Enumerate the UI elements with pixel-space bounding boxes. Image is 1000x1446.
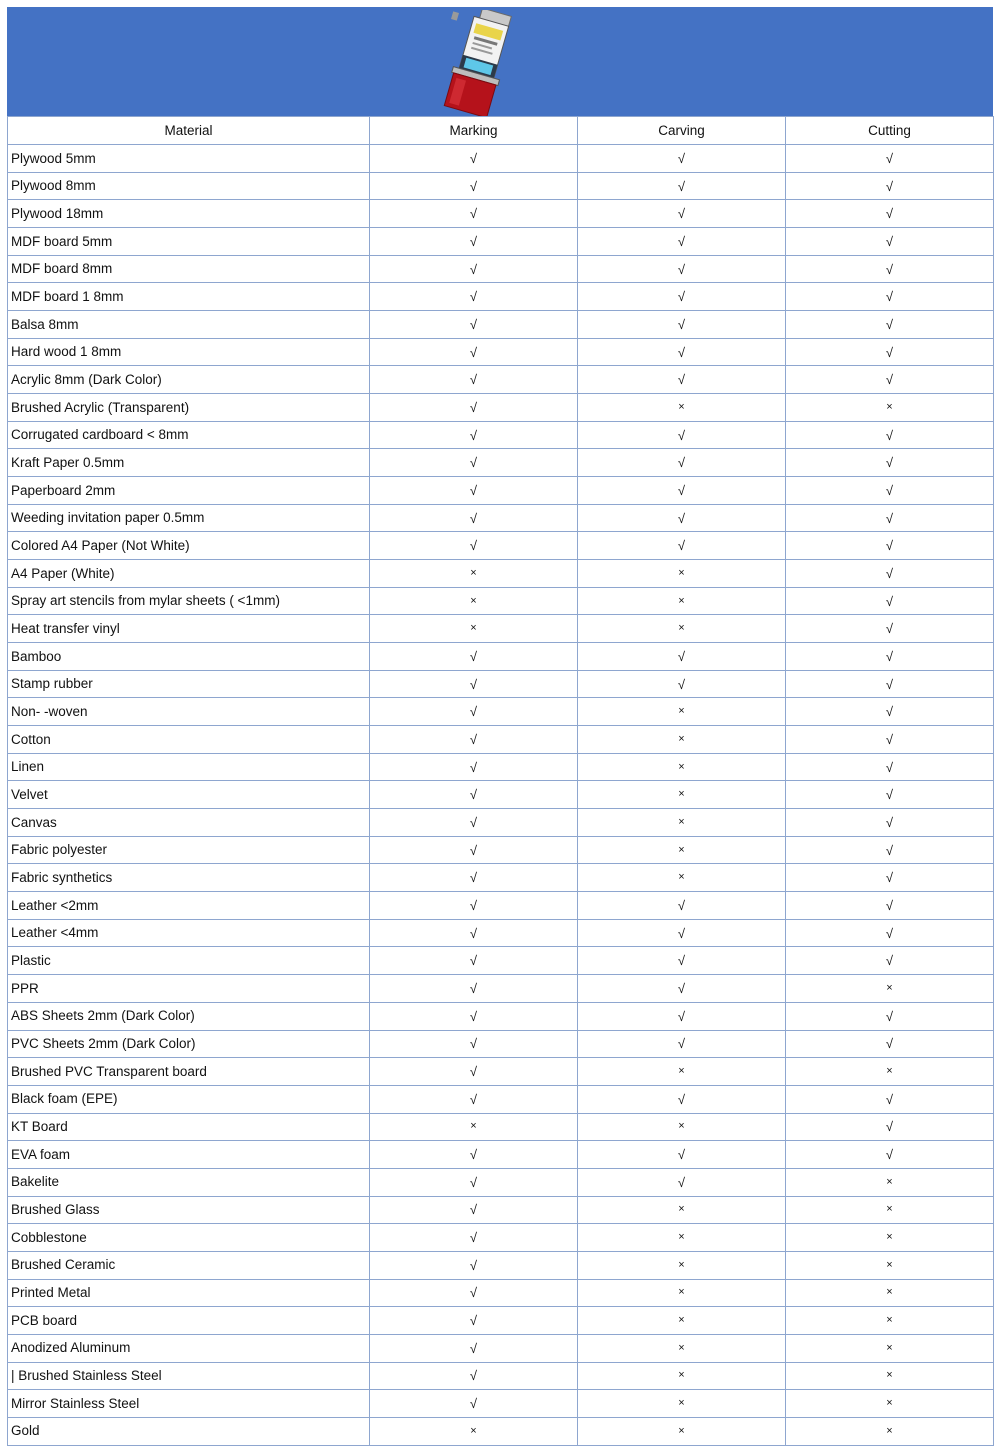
table-row (8, 255, 994, 283)
cutting-cell: √ (786, 200, 994, 228)
marking-cell: √ (370, 200, 578, 228)
marking-cell: √ (370, 421, 578, 449)
cutting-cell: √ (786, 366, 994, 394)
marking-cell: × (370, 1417, 578, 1445)
marking-cell: √ (370, 504, 578, 532)
material-cell: Colored A4 Paper (Not White) (8, 532, 370, 560)
carving-cell: √ (578, 421, 786, 449)
table-row (8, 1334, 994, 1362)
material-cell: Brushed Glass (8, 1196, 370, 1224)
marking-cell: √ (370, 892, 578, 920)
column-header-marking: Marking (370, 117, 578, 145)
material-cell: Corrugated cardboard < 8mm (8, 421, 370, 449)
table-row (8, 504, 994, 532)
material-cell: Canvas (8, 809, 370, 837)
table-row (8, 947, 994, 975)
table-row (8, 1279, 994, 1307)
material-cell: Hard wood 1 8mm (8, 338, 370, 366)
material-cell: MDF board 5mm (8, 228, 370, 256)
carving-cell: √ (578, 338, 786, 366)
carving-cell: × (578, 587, 786, 615)
table-row (8, 560, 994, 588)
table-row (8, 1362, 994, 1390)
carving-cell: √ (578, 670, 786, 698)
marking-cell: √ (370, 283, 578, 311)
table-row (8, 477, 994, 505)
marking-cell: √ (370, 698, 578, 726)
header-banner (7, 7, 993, 116)
material-cell: Fabric polyester (8, 836, 370, 864)
table-row (8, 1417, 994, 1445)
table-row (8, 338, 994, 366)
cutting-cell: × (786, 1417, 994, 1445)
material-cell: Weeding invitation paper 0.5mm (8, 504, 370, 532)
marking-cell: √ (370, 366, 578, 394)
material-cell: PVC Sheets 2mm (Dark Color) (8, 1030, 370, 1058)
carving-cell: × (578, 1196, 786, 1224)
marking-cell: √ (370, 1085, 578, 1113)
marking-cell: √ (370, 1058, 578, 1086)
cutting-cell: √ (786, 643, 994, 671)
marking-cell: √ (370, 726, 578, 754)
material-cell: PPR (8, 975, 370, 1003)
cutting-cell: × (786, 1251, 994, 1279)
cutting-cell: × (786, 394, 994, 422)
material-cell: Leather <2mm (8, 892, 370, 920)
carving-cell: √ (578, 366, 786, 394)
marking-cell: × (370, 615, 578, 643)
table-row (8, 1168, 994, 1196)
cutting-cell: × (786, 1196, 994, 1224)
table-row (8, 781, 994, 809)
cutting-cell: √ (786, 560, 994, 588)
carving-cell: × (578, 1334, 786, 1362)
cutting-cell: √ (786, 477, 994, 505)
cutting-cell: √ (786, 670, 994, 698)
carving-cell: × (578, 836, 786, 864)
cutting-cell: √ (786, 504, 994, 532)
material-cell: Balsa 8mm (8, 311, 370, 339)
marking-cell: × (370, 587, 578, 615)
table-row (8, 615, 994, 643)
table-row (8, 698, 994, 726)
material-cell: MDF board 8mm (8, 255, 370, 283)
cutting-cell: × (786, 1168, 994, 1196)
column-header-carving: Carving (578, 117, 786, 145)
carving-cell: × (578, 1307, 786, 1335)
marking-cell: √ (370, 1334, 578, 1362)
table-row (8, 726, 994, 754)
marking-cell: √ (370, 1362, 578, 1390)
cutting-cell: √ (786, 836, 994, 864)
marking-cell: × (370, 560, 578, 588)
table-row (8, 753, 994, 781)
cutting-cell: × (786, 975, 994, 1003)
carving-cell: √ (578, 1002, 786, 1030)
cutting-cell: √ (786, 781, 994, 809)
table-row (8, 172, 994, 200)
material-cell: Spray art stencils from mylar sheets ( <1mm) (8, 587, 370, 615)
material-cell: Plywood 18mm (8, 200, 370, 228)
cutting-cell: √ (786, 311, 994, 339)
table-row (8, 670, 994, 698)
cutting-cell: × (786, 1279, 994, 1307)
table-row (8, 975, 994, 1003)
marking-cell: √ (370, 1196, 578, 1224)
cutting-cell: √ (786, 145, 994, 173)
marking-cell: √ (370, 1168, 578, 1196)
cutting-cell: × (786, 1362, 994, 1390)
marking-cell: √ (370, 947, 578, 975)
table-row (8, 1085, 994, 1113)
table-row (8, 1196, 994, 1224)
cutting-cell: √ (786, 919, 994, 947)
material-cell: Bakelite (8, 1168, 370, 1196)
table-row (8, 1307, 994, 1335)
carving-cell: × (578, 1251, 786, 1279)
table-body (8, 145, 994, 1446)
material-cell: Linen (8, 753, 370, 781)
carving-cell: √ (578, 643, 786, 671)
cutting-cell: √ (786, 615, 994, 643)
cutting-cell: × (786, 1058, 994, 1086)
cutting-cell: √ (786, 449, 994, 477)
material-cell: Non- -woven (8, 698, 370, 726)
material-cell: EVA foam (8, 1141, 370, 1169)
material-cell: Cobblestone (8, 1224, 370, 1252)
cutting-cell: √ (786, 338, 994, 366)
cutting-cell: √ (786, 228, 994, 256)
marking-cell: √ (370, 394, 578, 422)
material-cell: KT Board (8, 1113, 370, 1141)
table-row (8, 836, 994, 864)
material-cell: Paperboard 2mm (8, 477, 370, 505)
table-row (8, 366, 994, 394)
cutting-cell: √ (786, 892, 994, 920)
table-row (8, 864, 994, 892)
table-row (8, 145, 994, 173)
laser-module-icon (432, 10, 516, 116)
table-row (8, 1141, 994, 1169)
table-row (8, 394, 994, 422)
table-row (8, 1251, 994, 1279)
material-cell: Anodized Aluminum (8, 1334, 370, 1362)
marking-cell: √ (370, 477, 578, 505)
carving-cell: × (578, 698, 786, 726)
marking-cell: √ (370, 1307, 578, 1335)
carving-cell: × (578, 1113, 786, 1141)
marking-cell: √ (370, 1224, 578, 1252)
material-cell: PCB board (8, 1307, 370, 1335)
material-cell: Plywood 5mm (8, 145, 370, 173)
cutting-cell: × (786, 1224, 994, 1252)
table-row (8, 200, 994, 228)
marking-cell: √ (370, 1002, 578, 1030)
carving-cell: × (578, 1279, 786, 1307)
cutting-cell: × (786, 1390, 994, 1418)
marking-cell: √ (370, 532, 578, 560)
carving-cell: √ (578, 255, 786, 283)
material-compatibility-table (7, 116, 994, 1446)
material-cell: Printed Metal (8, 1279, 370, 1307)
cutting-cell: √ (786, 947, 994, 975)
cutting-cell: √ (786, 698, 994, 726)
marking-cell: √ (370, 670, 578, 698)
table-row (8, 228, 994, 256)
marking-cell: √ (370, 145, 578, 173)
cutting-cell: √ (786, 421, 994, 449)
table-row (8, 532, 994, 560)
carving-cell: × (578, 1058, 786, 1086)
material-cell: MDF board 1 8mm (8, 283, 370, 311)
cutting-cell: √ (786, 283, 994, 311)
marking-cell: √ (370, 1279, 578, 1307)
cutting-cell: √ (786, 172, 994, 200)
carving-cell: √ (578, 477, 786, 505)
carving-cell: × (578, 1224, 786, 1252)
cutting-cell: √ (786, 864, 994, 892)
material-cell: Plywood 8mm (8, 172, 370, 200)
cutting-cell: √ (786, 1002, 994, 1030)
carving-cell: √ (578, 532, 786, 560)
table-row (8, 1224, 994, 1252)
material-cell: Stamp rubber (8, 670, 370, 698)
carving-cell: √ (578, 1168, 786, 1196)
carving-cell: √ (578, 172, 786, 200)
marking-cell: √ (370, 975, 578, 1003)
marking-cell: √ (370, 1390, 578, 1418)
carving-cell: × (578, 781, 786, 809)
cutting-cell: √ (786, 255, 994, 283)
carving-cell: × (578, 615, 786, 643)
cutting-cell: × (786, 1334, 994, 1362)
table-row (8, 449, 994, 477)
marking-cell: √ (370, 1030, 578, 1058)
carving-cell: × (578, 753, 786, 781)
compatibility-sheet (7, 7, 993, 1446)
carving-cell: × (578, 809, 786, 837)
marking-cell: √ (370, 1141, 578, 1169)
carving-cell: × (578, 864, 786, 892)
marking-cell: × (370, 1113, 578, 1141)
cutting-cell: √ (786, 726, 994, 754)
material-cell: A4 Paper (White) (8, 560, 370, 588)
table-row (8, 1030, 994, 1058)
material-cell: Heat transfer vinyl (8, 615, 370, 643)
carving-cell: √ (578, 449, 786, 477)
cutting-cell: √ (786, 809, 994, 837)
table-row (8, 643, 994, 671)
carving-cell: × (578, 1390, 786, 1418)
marking-cell: √ (370, 338, 578, 366)
cutting-cell: √ (786, 587, 994, 615)
table-row (8, 892, 994, 920)
carving-cell: √ (578, 283, 786, 311)
material-cell: Gold (8, 1417, 370, 1445)
carving-cell: √ (578, 892, 786, 920)
carving-cell: √ (578, 228, 786, 256)
material-cell: Cotton (8, 726, 370, 754)
material-cell: ABS Sheets 2mm (Dark Color) (8, 1002, 370, 1030)
material-cell: Leather <4mm (8, 919, 370, 947)
carving-cell: √ (578, 975, 786, 1003)
material-cell: | Brushed Stainless Steel (8, 1362, 370, 1390)
cutting-cell: √ (786, 1030, 994, 1058)
material-cell: Kraft Paper 0.5mm (8, 449, 370, 477)
table-row (8, 283, 994, 311)
carving-cell: √ (578, 1141, 786, 1169)
column-header-material: Material (8, 117, 370, 145)
cutting-cell: √ (786, 1085, 994, 1113)
table-row (8, 1002, 994, 1030)
table-row (8, 311, 994, 339)
table-header-row (8, 117, 994, 145)
table-row (8, 1113, 994, 1141)
carving-cell: √ (578, 1085, 786, 1113)
table-row (8, 919, 994, 947)
material-cell: Velvet (8, 781, 370, 809)
carving-cell: × (578, 1362, 786, 1390)
marking-cell: √ (370, 753, 578, 781)
material-cell: Brushed Ceramic (8, 1251, 370, 1279)
marking-cell: √ (370, 311, 578, 339)
carving-cell: × (578, 560, 786, 588)
material-cell: Brushed Acrylic (Transparent) (8, 394, 370, 422)
carving-cell: √ (578, 947, 786, 975)
table-row (8, 809, 994, 837)
marking-cell: √ (370, 836, 578, 864)
table-row (8, 421, 994, 449)
carving-cell: √ (578, 311, 786, 339)
carving-cell: √ (578, 919, 786, 947)
material-cell: Brushed PVC Transparent board (8, 1058, 370, 1086)
material-cell: Black foam (EPE) (8, 1085, 370, 1113)
cutting-cell: √ (786, 532, 994, 560)
material-cell: Bamboo (8, 643, 370, 671)
carving-cell: × (578, 1417, 786, 1445)
carving-cell: √ (578, 145, 786, 173)
cutting-cell: √ (786, 753, 994, 781)
cutting-cell: √ (786, 1141, 994, 1169)
marking-cell: √ (370, 172, 578, 200)
table-row (8, 1390, 994, 1418)
carving-cell: × (578, 394, 786, 422)
cutting-cell: √ (786, 1113, 994, 1141)
marking-cell: √ (370, 228, 578, 256)
cutting-cell: × (786, 1307, 994, 1335)
marking-cell: √ (370, 864, 578, 892)
marking-cell: √ (370, 809, 578, 837)
table-row (8, 587, 994, 615)
marking-cell: √ (370, 1251, 578, 1279)
material-cell: Plastic (8, 947, 370, 975)
material-cell: Mirror Stainless Steel (8, 1390, 370, 1418)
marking-cell: √ (370, 919, 578, 947)
marking-cell: √ (370, 781, 578, 809)
carving-cell: × (578, 726, 786, 754)
table-row (8, 1058, 994, 1086)
marking-cell: √ (370, 643, 578, 671)
carving-cell: √ (578, 1030, 786, 1058)
material-cell: Fabric synthetics (8, 864, 370, 892)
material-cell: Acrylic 8mm (Dark Color) (8, 366, 370, 394)
carving-cell: √ (578, 504, 786, 532)
carving-cell: √ (578, 200, 786, 228)
marking-cell: √ (370, 255, 578, 283)
marking-cell: √ (370, 449, 578, 477)
column-header-cutting: Cutting (786, 117, 994, 145)
